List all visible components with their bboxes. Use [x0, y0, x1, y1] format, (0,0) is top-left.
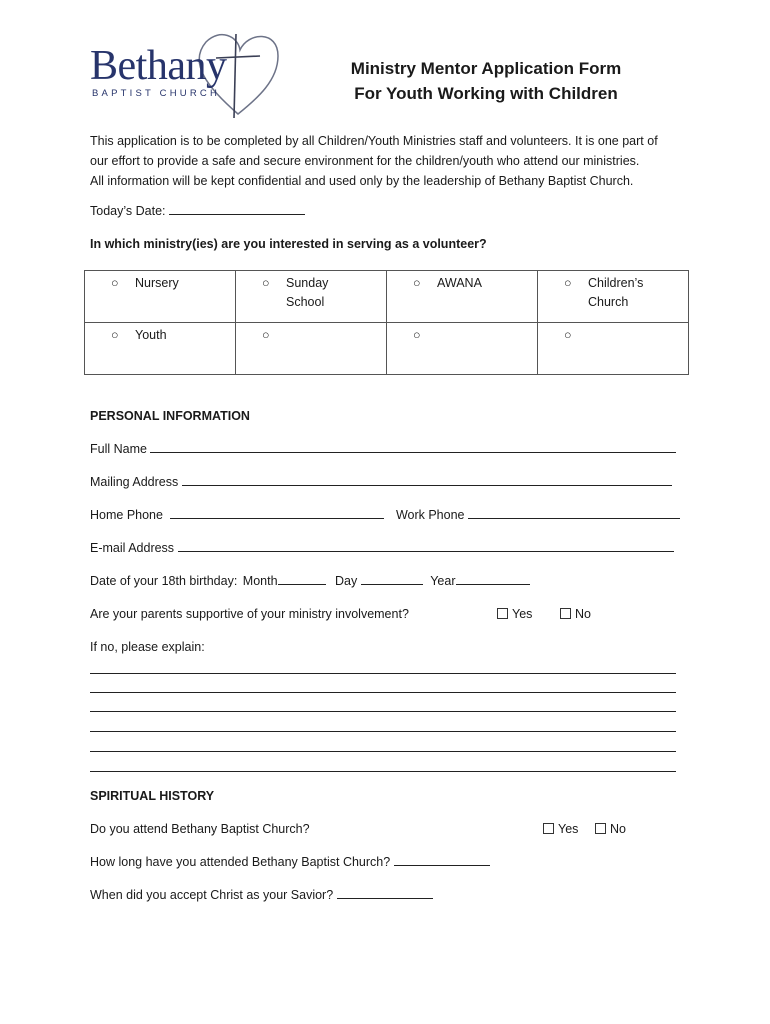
explain-line[interactable]: [90, 771, 676, 772]
intro-line: our effort to provide a safe and secure environment for the children/youth who attend our ministries.: [90, 154, 640, 168]
explain-line[interactable]: [90, 711, 676, 712]
explain-line[interactable]: [90, 692, 676, 693]
ministry-table: [84, 270, 689, 375]
radio-circle-icon[interactable]: ○: [111, 328, 119, 342]
explain-line[interactable]: [90, 673, 676, 674]
todays-date-row: [90, 204, 305, 218]
todays-date-field[interactable]: [169, 204, 305, 215]
form-subtitle: For Youth Working with Children: [354, 84, 618, 103]
ministry-label-line2: School: [286, 295, 325, 309]
yes-label: Yes: [512, 607, 533, 621]
parents-yes-option[interactable]: [497, 607, 532, 621]
phone-row: [90, 508, 680, 522]
intro-line: All information will be kept confidential and used only by the leadership of Bethany Baptist Church.: [90, 174, 634, 188]
home-phone-label: Home Phone: [90, 508, 163, 522]
radio-circle-icon[interactable]: ○: [262, 328, 270, 342]
how-long-row: [90, 855, 490, 869]
day-label: Day: [335, 574, 358, 588]
yes-label: Yes: [558, 822, 579, 836]
radio-circle-icon[interactable]: ○: [564, 276, 572, 290]
radio-circle-icon[interactable]: ○: [564, 328, 572, 342]
ministry-question: In which ministry(ies) are you interested in serving as a volunteer?: [90, 237, 487, 251]
how-long-label: How long have you attended Bethany Baptist Church?: [90, 855, 391, 869]
checkbox-icon[interactable]: [560, 608, 571, 619]
mailing-address-label: Mailing Address: [90, 475, 179, 489]
church-logo: [88, 28, 288, 120]
ministry-label: Nursery: [135, 276, 179, 290]
logo-subtitle: BAPTIST CHURCH: [92, 88, 221, 99]
ministry-option-youth[interactable]: [85, 323, 236, 375]
mailing-address-row: [90, 475, 672, 489]
attend-no-option[interactable]: [595, 822, 626, 836]
intro-paragraph: [90, 131, 690, 191]
year-field[interactable]: [456, 574, 530, 585]
ministry-row: [85, 271, 689, 323]
full-name-row: [90, 442, 676, 456]
todays-date-label: Today’s Date:: [90, 204, 166, 218]
ministry-option-blank[interactable]: [387, 323, 538, 375]
work-phone-field[interactable]: [468, 508, 680, 519]
home-phone-field[interactable]: [170, 508, 384, 519]
email-row: [90, 541, 674, 555]
year-label: Year: [430, 574, 456, 588]
birthday-row: [90, 574, 530, 588]
form-title: Ministry Mentor Application Form: [350, 59, 622, 78]
no-label: No: [610, 822, 626, 836]
ministry-option-blank[interactable]: [236, 323, 387, 375]
birthday-label: Date of your 18th birthday:: [90, 574, 238, 588]
explain-line[interactable]: [90, 751, 676, 752]
no-label: No: [575, 607, 591, 621]
accept-christ-row: [90, 888, 433, 902]
work-phone-label: Work Phone: [395, 508, 465, 522]
spiritual-history-heading: SPIRITUAL HISTORY: [90, 789, 215, 803]
checkbox-icon[interactable]: [497, 608, 508, 619]
ministry-label: AWANA: [437, 276, 482, 290]
full-name-field[interactable]: [150, 442, 676, 453]
explain-label: If no, please explain:: [90, 640, 205, 654]
intro-line: This application is to be completed by all Children/Youth Ministries staff and volunteers. It is one part of: [90, 134, 658, 148]
parents-no-option[interactable]: [560, 607, 591, 621]
mailing-address-field[interactable]: [182, 475, 672, 486]
ministry-label-line2: Church: [588, 295, 629, 309]
checkbox-icon[interactable]: [595, 823, 606, 834]
how-long-field[interactable]: [394, 855, 490, 866]
radio-circle-icon[interactable]: ○: [413, 276, 421, 290]
ministry-option-nursery[interactable]: [85, 271, 236, 323]
accept-christ-field[interactable]: [337, 888, 433, 899]
checkbox-icon[interactable]: [543, 823, 554, 834]
personal-info-heading: PERSONAL INFORMATION: [90, 409, 250, 423]
month-field[interactable]: [278, 574, 326, 585]
ministry-option-blank[interactable]: [538, 323, 689, 375]
month-label: Month: [242, 574, 278, 588]
radio-circle-icon[interactable]: ○: [262, 276, 270, 290]
ministry-label: Children’s: [588, 276, 644, 290]
ministry-row: [85, 323, 689, 375]
attend-question: Do you attend Bethany Baptist Church?: [90, 822, 310, 836]
logo-wordmark: Bethany: [90, 43, 227, 89]
attend-yes-option[interactable]: [543, 822, 578, 836]
radio-circle-icon[interactable]: ○: [413, 328, 421, 342]
ministry-option-awana[interactable]: [387, 271, 538, 323]
ministry-option-sunday-school[interactable]: [236, 271, 387, 323]
radio-circle-icon[interactable]: ○: [111, 276, 119, 290]
explain-line[interactable]: [90, 731, 676, 732]
email-label: E-mail Address: [90, 541, 175, 555]
accept-christ-label: When did you accept Christ as your Savior?: [90, 888, 334, 902]
parents-question: Are your parents supportive of your ministry involvement?: [90, 607, 409, 621]
ministry-option-childrens-church[interactable]: [538, 271, 689, 323]
ministry-label: Youth: [135, 328, 167, 342]
full-name-label: Full Name: [90, 442, 147, 456]
ministry-label: Sunday: [286, 276, 329, 290]
email-field[interactable]: [178, 541, 674, 552]
day-field[interactable]: [361, 574, 423, 585]
